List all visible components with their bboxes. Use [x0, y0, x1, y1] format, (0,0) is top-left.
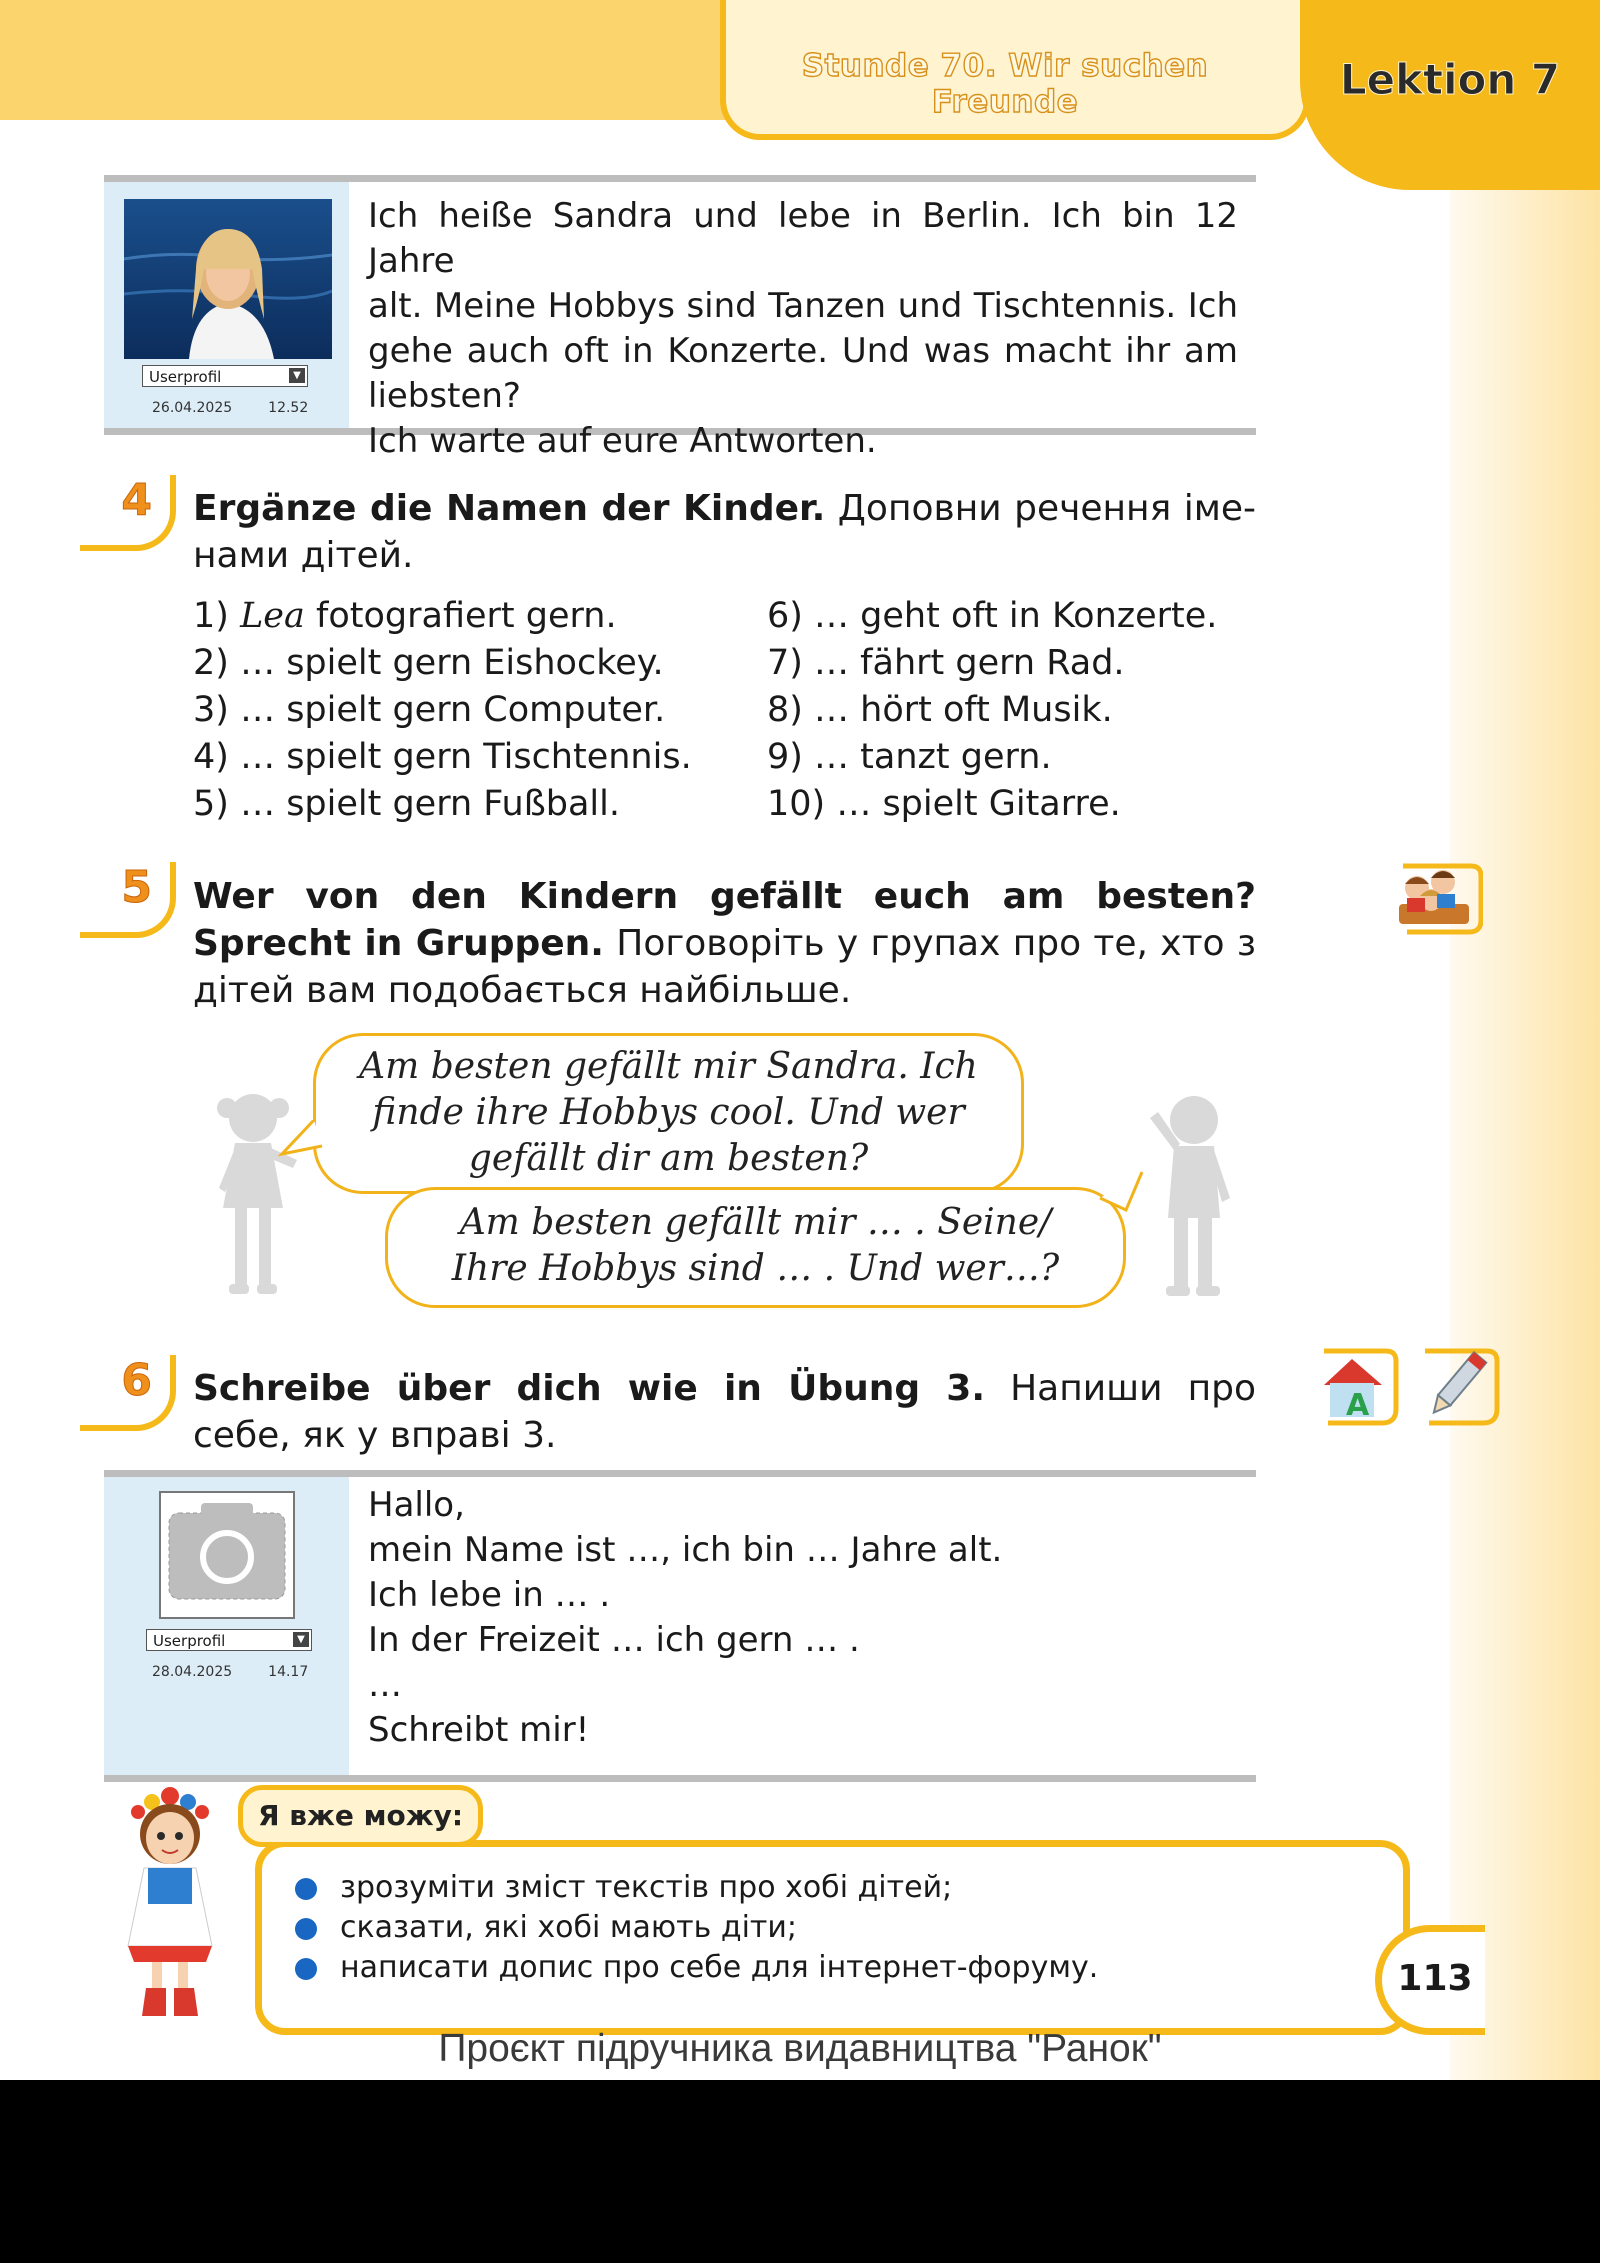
userprofil-select[interactable]: Userprofil ▼ — [146, 1629, 312, 1651]
post-timestamp: 26.04.2025 12.52 — [152, 400, 309, 416]
bubble-tail — [1096, 1170, 1146, 1214]
header-band — [0, 0, 760, 120]
exercise-4-heading: Ergänze die Namen der Kinder. Доповни речення іме-нами дітей. — [193, 488, 1256, 576]
list-item: сказати, які хобі мають діти; — [295, 1908, 1098, 1948]
chevron-down-icon: ▼ — [293, 1632, 309, 1647]
exercise-5-heading: Wer von den Kindern gefällt euch am besten? Sprecht in Gruppen. Поговоріть у групах про те, хто з дітей вам подобається найбільше. — [193, 876, 1256, 1011]
speech-bubble-girl: Am besten gefällt mir Sandra. Ich finde ihre Hobbys cool. Und wer gefällt dir am besten? — [313, 1033, 1024, 1194]
list-item: 4) … spielt gern Tischtennis. — [193, 737, 692, 777]
chevron-down-icon: ▼ — [289, 368, 305, 383]
list-item: 9) … tanzt gern. — [767, 737, 1052, 777]
list-item: написати допис про себе для інтернет-форуму. — [295, 1948, 1098, 1988]
post-text: Hallo, mein Name ist …, ich bin … Jahre alt. Ich lebe in … . In der Freizeit … ich gern … . … Schreibt mir! — [368, 1485, 1003, 1750]
bubble-tail — [278, 1120, 324, 1160]
forum-post-template — [104, 1470, 1256, 1782]
can-do-list — [295, 1868, 1098, 1988]
exercise-number-4: 4 — [80, 475, 176, 551]
publisher-footer: Проєкт підручника видавництва "Ранок" — [438, 2027, 1162, 2070]
list-item: 7) … fährt gern Rad. — [767, 643, 1125, 683]
page-edge-strip — [1450, 190, 1600, 2080]
post-timestamp: 28.04.2025 14.17 — [152, 1664, 309, 1680]
userprofil-select[interactable]: Userprofil ▼ — [142, 365, 308, 387]
bottom-black-band — [0, 2080, 1600, 2263]
list-item: 8) … hört oft Musik. — [767, 690, 1113, 730]
list-item: 5) … spielt gern Fußball. — [193, 784, 620, 824]
boy-silhouette — [1140, 1088, 1240, 1303]
list-item: 1) Lea fotografiert gern. — [193, 596, 617, 636]
writing-pencil-icon — [1417, 1345, 1502, 1430]
can-do-tag: Я вже можу: — [238, 1785, 483, 1847]
group-work-icon — [1393, 858, 1483, 938]
exercise-4-list-right — [767, 593, 1217, 828]
unit-title: Lektion 7 — [1339, 55, 1561, 104]
exercise-number-5: 5 — [80, 862, 176, 938]
list-item: зрозуміти зміст текстів про хобі дітей; — [295, 1868, 1098, 1908]
exercise-6-heading: Schreibe über dich wie in Übung 3. Напиши про себе, як у вправі 3. — [193, 1368, 1256, 1456]
exercise-4-list-left — [193, 593, 692, 828]
list-item: 3) … spielt gern Computer. — [193, 690, 666, 730]
page-number: 113 — [1397, 1958, 1473, 1999]
girl-mascot — [108, 1776, 233, 2026]
camera-placeholder-icon — [159, 1491, 295, 1619]
list-item: 2) … spielt gern Eishockey. — [193, 643, 664, 683]
list-item: 10) … spielt Gitarre. — [767, 784, 1121, 824]
list-item: 6) … geht oft in Konzerte. — [767, 596, 1218, 636]
lesson-title: Stunde 70. Wir suchen Freunde — [801, 48, 1209, 120]
forum-post-sandra — [104, 175, 1256, 461]
speech-bubble-boy: Am besten gefällt mir … . Seine/ Ihre Hobbys sind … . Und wer…? — [385, 1187, 1126, 1308]
svg-text:A: A — [1346, 1388, 1370, 1423]
homework-house-icon — [1316, 1345, 1401, 1430]
sandra-photo — [124, 199, 332, 359]
post-text: Ich heiße Sandra und lebe in Berlin. Ich bin 12 Jahre alt. Meine Hobbys sind Tanzen und Tischtennis. Ich gehe auch oft in Konzerte. Und was macht ihr am liebsten? Ich warte auf eure Antworten. — [368, 196, 1238, 461]
exercise-number-6: 6 — [80, 1355, 176, 1431]
